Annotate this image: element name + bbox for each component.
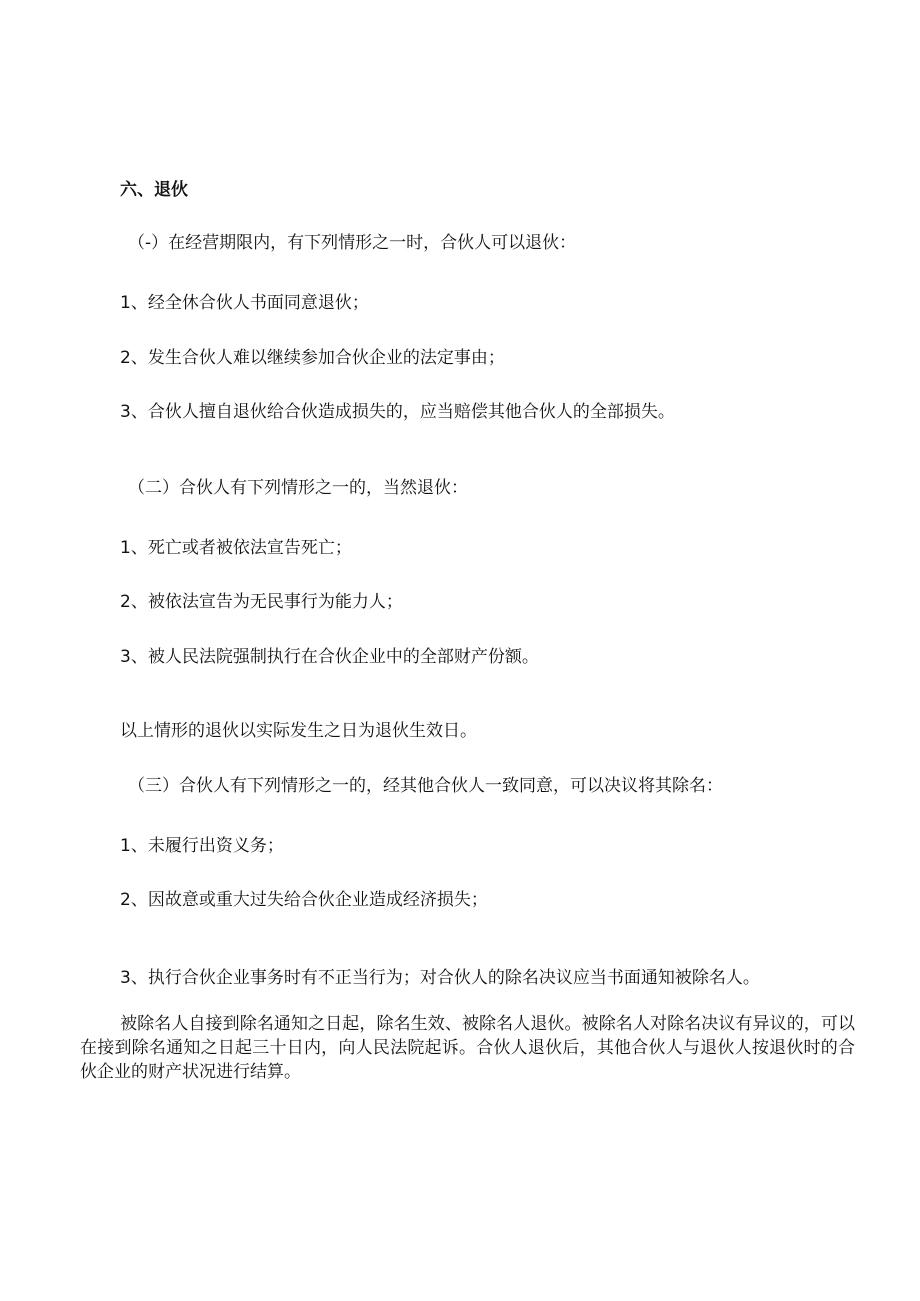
part3-heading: （三）合伙人有下列情形之一的，经其他合伙人一致同意，可以决议将其除名： xyxy=(128,776,723,796)
part2-item-3: 3、被人民法院强制执行在合伙企业中的全部财产份额。 xyxy=(120,647,539,667)
part2-item-2: 2、被依法宣告为无民事行为能力人； xyxy=(120,592,403,612)
part3-item-3: 3、执行合伙企业事务时有不正当行为；对合伙人的除名决议应当书面通知被除名人。 xyxy=(120,968,760,988)
part1-item-1: 1、经全休合伙人书面同意退伙； xyxy=(120,293,369,313)
part2-item-1: 1、死亡或者被依法宣告死亡； xyxy=(120,538,352,558)
part1-item-2: 2、发生合伙人难以继续参加合伙企业的法定事由； xyxy=(120,348,505,368)
part1-item-3: 3、合伙人擅自退伙给合伙造成损失的，应当赔偿其他合伙人的全部损失。 xyxy=(120,402,675,422)
part1-heading: （-）在经营期限内，有下列情形之一时，合伙人可以退伙： xyxy=(128,233,577,253)
part2-heading: （二）合伙人有下列情形之一的，当然退伙： xyxy=(128,478,468,498)
part2-note: 以上情形的退伙以实际发生之日为退伙生效日。 xyxy=(120,721,477,741)
closing-paragraph-text: 被除名人自接到除名通知之日起，除名生效、被除名人退伙。被除名人对除名决议有异议的，可以在接到除名通知之日起三十日内，向人民法院起诉。合伙人退伙后，其他合伙人与退伙人按退伙时的合伙企业的财产状况进行结算。 xyxy=(80,1014,855,1082)
part3-item-2: 2、因故意或重大过失给合伙企业造成经济损失； xyxy=(120,890,488,910)
part3-item-1: 1、未履行出资义务； xyxy=(120,836,284,856)
closing-paragraph xyxy=(80,1012,855,1084)
section-title: 六、退伙 xyxy=(120,180,188,200)
